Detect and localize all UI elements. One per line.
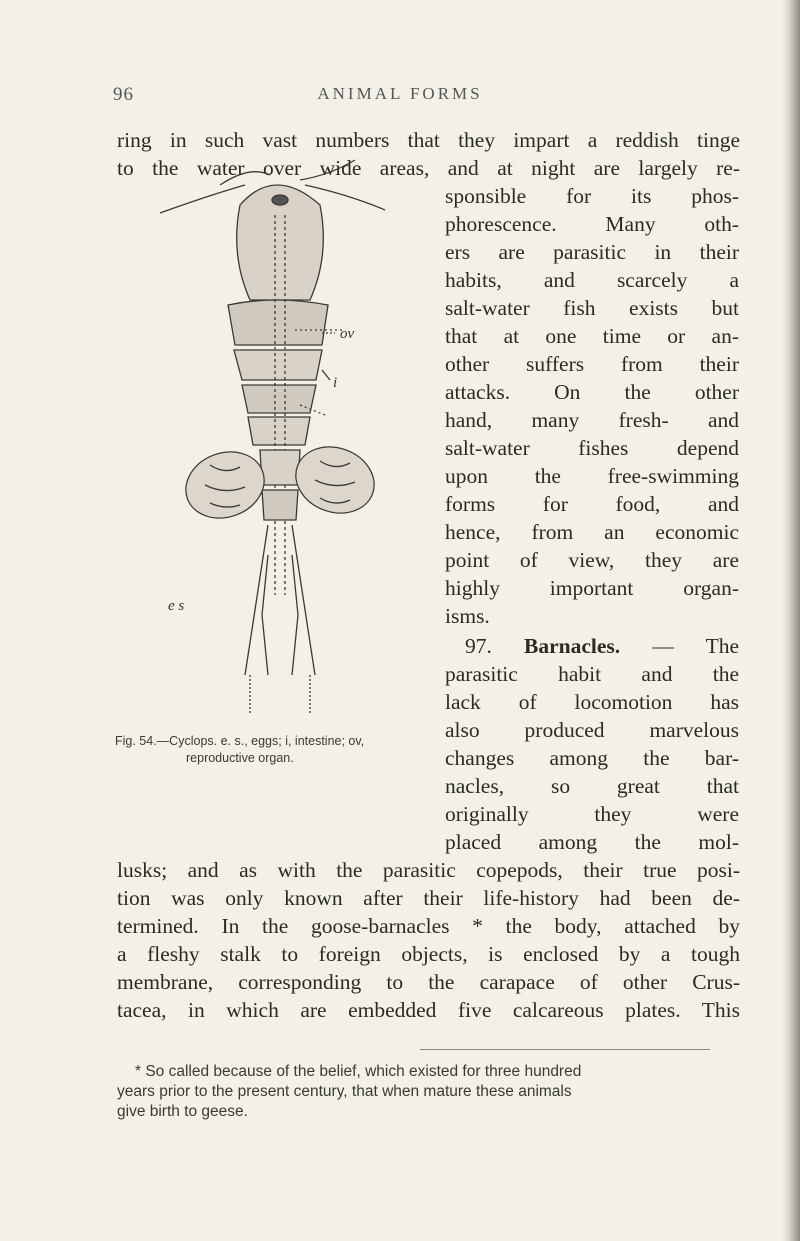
body-line: upon the free-swimming: [445, 464, 739, 488]
body-line: ring in such vast numbers that they impart a reddish tinge: [117, 128, 740, 152]
egg-sac-right: [286, 436, 383, 524]
body-line: originally they were: [445, 802, 739, 826]
body-line: nacles, so great that: [445, 774, 739, 798]
footnote-line: * So called because of the belief, which existed for three hundred: [135, 1063, 582, 1080]
body-line: isms.: [445, 604, 490, 628]
figure-caption-cont: reproductive organ.: [186, 751, 294, 765]
body-line: habits, and scarcely a: [445, 268, 739, 292]
body-line: lack of locomotion has: [445, 690, 739, 714]
body-line: a fleshy stalk to foreign objects, is enclosed by a tough: [117, 942, 740, 966]
label-ov: ov: [340, 326, 355, 342]
body-line: tion was only known after their life-history had been de-: [117, 886, 740, 910]
egg-sac-left: [176, 441, 273, 529]
footnote-rule: [420, 1049, 710, 1050]
body-line: lusks; and as with the parasitic copepods, their true posi-: [117, 858, 740, 882]
page-edge-shadow: [782, 0, 800, 1241]
body-line: also produced marvelous: [445, 718, 739, 742]
cyclops-figure: [150, 155, 440, 730]
footnote-line: years prior to the present century, that when mature these animals: [117, 1083, 572, 1100]
body-line: forms for food, and: [445, 492, 739, 516]
body-line: sponsible for its phos-: [445, 184, 739, 208]
body-line: highly important organ-: [445, 576, 739, 600]
body-line: to the water over wide areas, and at night are largely re-: [117, 156, 740, 180]
section-heading-line: [465, 632, 739, 660]
body-line: placed among the mol-: [445, 830, 739, 854]
body-line: termined. In the goose-barnacles * the body, attached by: [117, 914, 740, 938]
section-heading-rest: — The: [652, 634, 739, 658]
figure-caption: Fig. 54.—Cyclops. e. s., eggs; i, intestine; ov,: [115, 734, 365, 748]
page-number: 96: [113, 84, 134, 105]
label-es: e s: [168, 598, 185, 614]
label-i: i: [333, 375, 338, 391]
running-head: ANIMAL FORMS: [317, 84, 483, 103]
body-line: salt-water fishes depend: [445, 436, 739, 460]
section-title: Barnacles.: [524, 634, 621, 658]
body-line: changes among the bar-: [445, 746, 739, 770]
footnote-line: give birth to geese.: [117, 1103, 248, 1120]
body-line: attacks. On the other: [445, 380, 739, 404]
body-line: hence, from an economic: [445, 520, 739, 544]
body-line: hand, many fresh- and: [445, 408, 739, 432]
antenna-right: [300, 160, 355, 180]
antenna-left: [160, 185, 245, 213]
body-line: other suffers from their: [445, 352, 739, 376]
body-line: membrane, corresponding to the carapace of other Crus-: [117, 970, 740, 994]
section-number: 97.: [465, 634, 492, 658]
page-header: [0, 84, 800, 114]
body-line: ers are parasitic in their: [445, 240, 739, 264]
body-line: parasitic habit and the: [445, 662, 739, 686]
body-line: salt-water fish exists but: [445, 296, 739, 320]
body-line: that at one time or an-: [445, 324, 739, 348]
body-line: point of view, they are: [445, 548, 739, 572]
body-line: tacea, in which are embedded five calcareous plates. This: [117, 998, 740, 1022]
body-line: phorescence. Many oth-: [445, 212, 739, 236]
